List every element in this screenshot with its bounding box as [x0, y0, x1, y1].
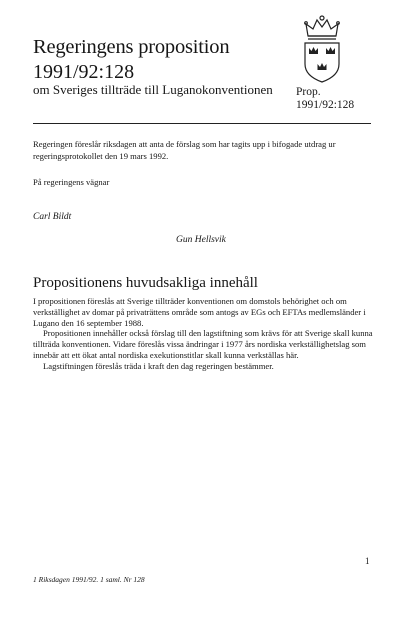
document-number: 1991/92:128 — [33, 61, 135, 83]
summary-body — [33, 296, 373, 372]
prop-number: 1991/92:128 — [296, 99, 355, 111]
signature-secondary: Gun Hellsvik — [176, 235, 226, 245]
summary-heading: Propositionens huvudsakliga innehåll — [33, 275, 258, 291]
document-title: Regeringens proposition — [33, 36, 230, 58]
header-divider — [33, 123, 371, 124]
page-number: 1 — [365, 556, 370, 566]
summary-paragraph: I propositionen föreslås att Sverige tillträder konventionen om domstols behörighet och om verkställighet av domar på privaträttens område som antogs av EGs och EFTAs medlemsländer i Lugano den 16 september 1988. — [33, 296, 366, 328]
crown-seal-icon — [296, 12, 348, 86]
signature-primary: Carl Bildt — [33, 212, 72, 222]
intro-text: Regeringen föreslår riksdagen att anta de förslag som har tagits upp i bifogade utdrag ur regeringsprotokollet den 19 mars 1992. — [33, 139, 336, 161]
summary-paragraph: Propositionen innehåller också förslag till den lagstiftning som krävs för att Sverige skall kunna tillträda konventionen. Vidare föreslås vissa ändringar i 1977 års nordiska verkställighetslag som innebär att ett ökat antal nordiska exekutionstitlar skall kunna verkställas här. — [33, 328, 373, 360]
prop-label: Prop. — [296, 86, 321, 98]
on-behalf-text: På regeringens vägnar — [33, 177, 110, 187]
document-subtitle: om Sveriges tillträde till Luganokonventionen — [33, 82, 273, 97]
summary-paragraph: Lagstiftningen föreslås träda i kraft den dag regeringen bestämmer. — [43, 360, 274, 371]
footer-text: 1 Riksdagen 1991/92. 1 saml. Nr 128 — [33, 575, 145, 584]
